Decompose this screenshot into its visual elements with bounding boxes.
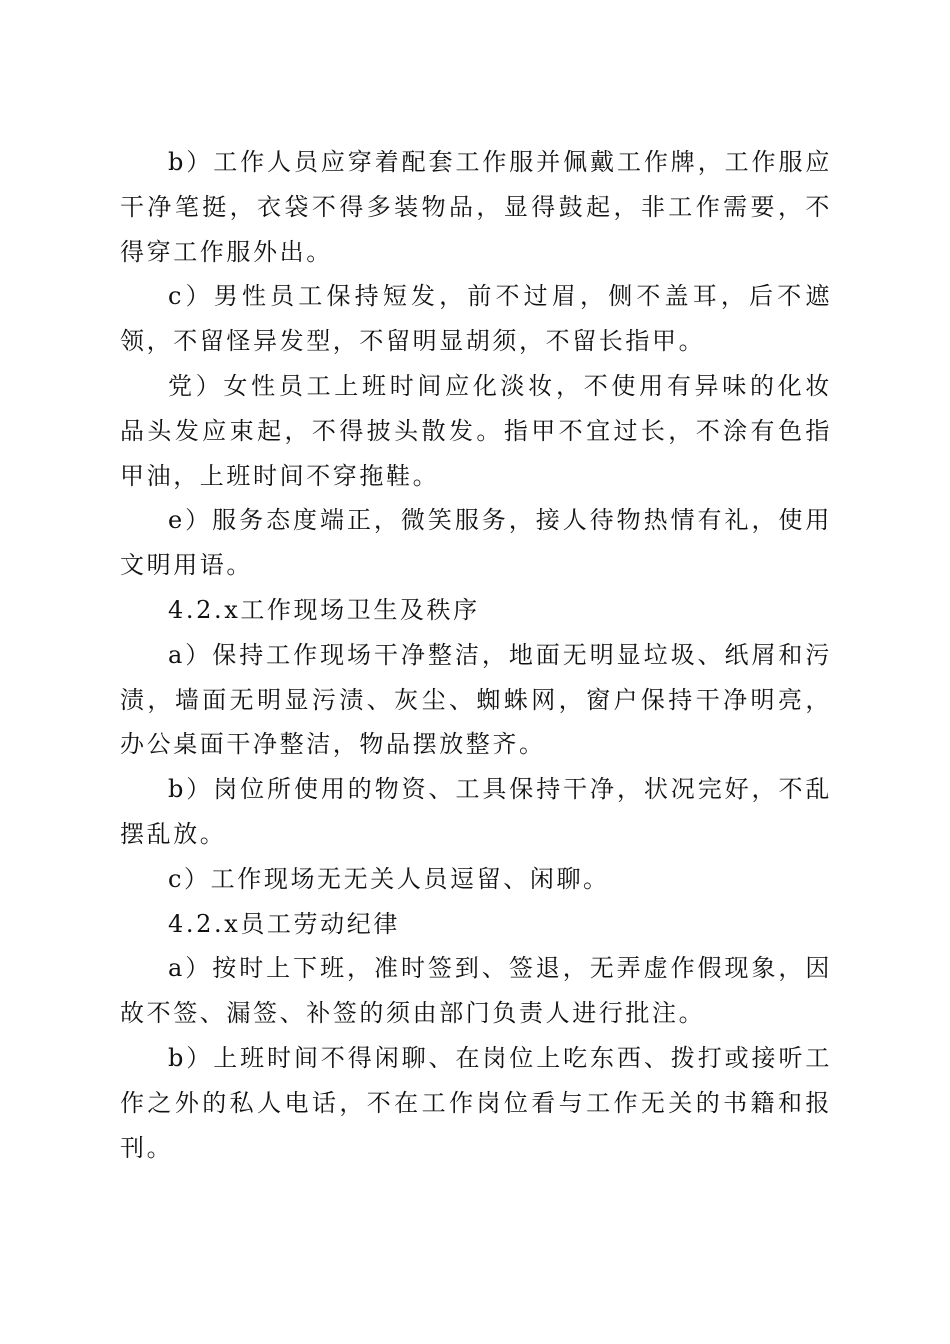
- paragraph-c-no-idlers: c）工作现场无无关人员逗留、闲聊。: [168, 864, 610, 893]
- paragraph-b-tools-clean: b）岗位所使用的物资、工具保持干净，状况完好，不乱摆乱放。: [120, 775, 832, 848]
- paragraph-b-uniform: b）工作人员应穿着配套工作服并佩戴工作牌，工作服应干净笔挺，衣袋不得多装物品，显得鼓起，非工作需要，不得穿工作服外出。: [120, 148, 832, 266]
- document-page: [120, 140, 832, 1170]
- section-heading-workplace-hygiene: 4.2.x工作现场卫生及秩序: [168, 595, 480, 624]
- paragraph-d-female-grooming: 党）女性员工上班时间应化淡妆，不使用有异味的化妆品头发应束起，不得披头散发。指甲不宜过长，不涂有色指甲油，上班时间不穿拖鞋。: [120, 371, 832, 490]
- section-heading-labor-discipline: 4.2.x员工劳动纪律: [168, 909, 400, 938]
- paragraph-a-attendance: a）按时上下班，准时签到、签退，无弄虚作假现象，因故不签、漏签、补签的须由部门负责人进行批注。: [120, 954, 832, 1028]
- paragraph-b-work-conduct: b）上班时间不得闲聊、在岗位上吃东西、拨打或接听工作之外的私人电话，不在工作岗位看与工作无关的书籍和报刊。: [120, 1043, 832, 1162]
- paragraph-c-male-grooming: c）男性员工保持短发，前不过眉，侧不盖耳，后不遮领，不留怪异发型，不留明显胡须，不留长指甲。: [120, 282, 832, 356]
- paragraph-e-service-attitude: e）服务态度端正，微笑服务，接人待物热情有礼，使用文明用语。: [120, 506, 832, 580]
- paragraph-a-clean-workplace: a）保持工作现场干净整洁，地面无明显垃圾、纸屑和污渍，墙面无明显污渍、灰尘、蜘蛛网，窗户保持干净明亮，办公桌面干净整洁，物品摆放整齐。: [120, 640, 832, 759]
